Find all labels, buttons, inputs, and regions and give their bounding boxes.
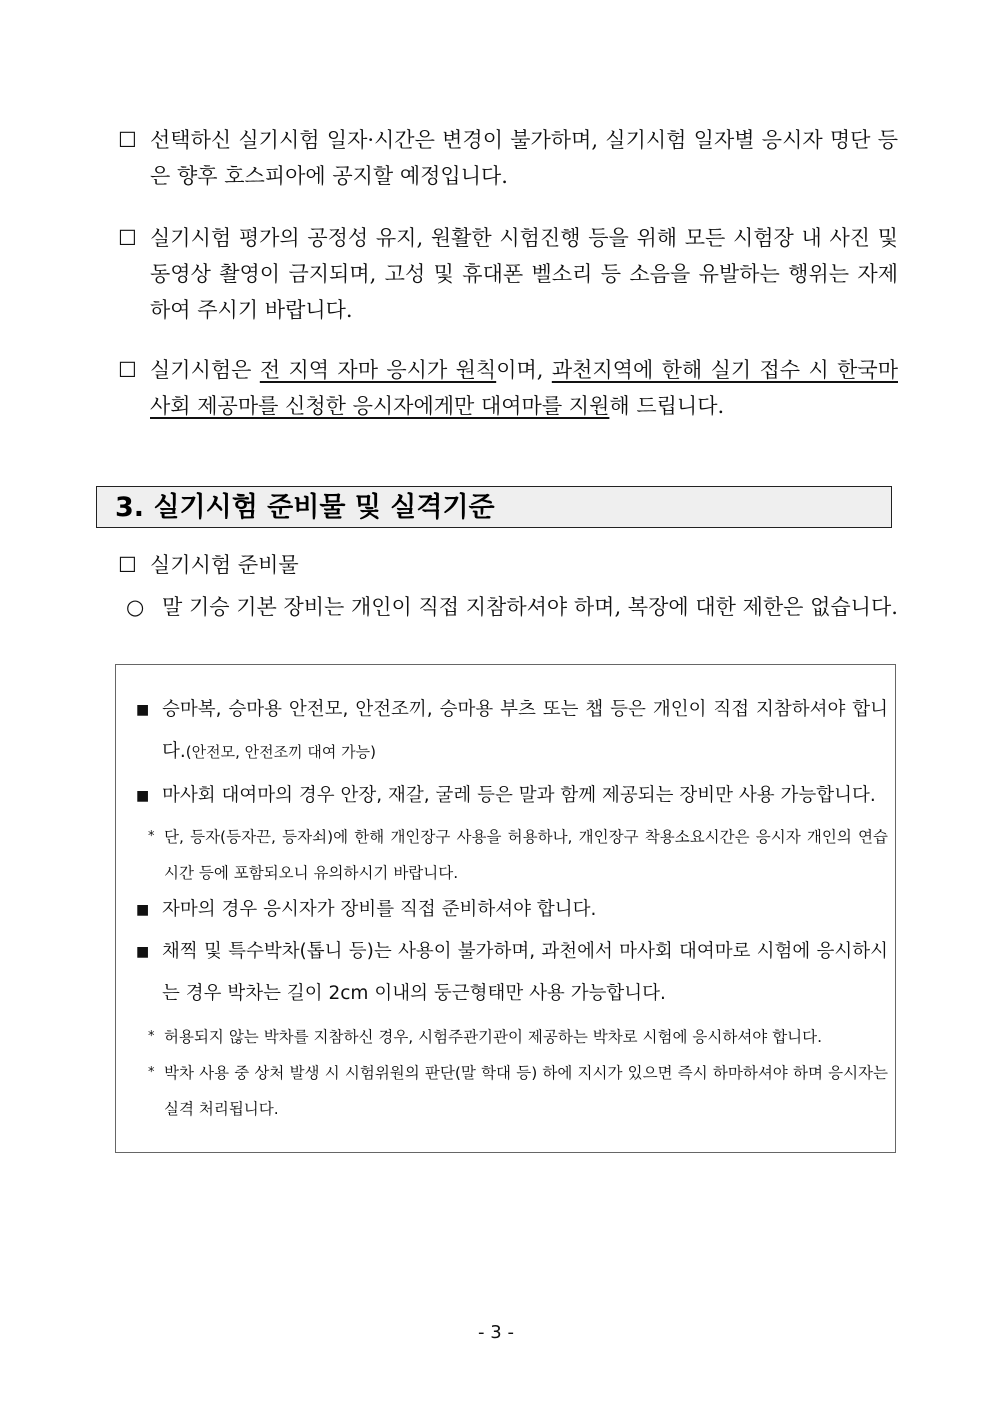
text-segment: 이며, <box>496 358 552 382</box>
text-segment: 승마복, 승마용 안전모, 안전조끼, 승마용 부츠 또는 챕 등은 개인이 직접 지참하셔야 합니다. <box>162 699 888 762</box>
asterisk-icon: * <box>148 1065 155 1080</box>
note-text: 박차 사용 중 상처 발생 시 시험위원의 판단(말 학대 등) 하에 지시가 있으면 즉시 하마하셔야 하며 응시자는 실격 처리됩니다. <box>164 1064 888 1118</box>
underlined-text: 전 지역 자마 응시가 원칙 <box>259 358 497 382</box>
square-bullet-icon: ■ <box>136 944 150 960</box>
paragraph-schedule-notice <box>118 122 898 194</box>
list-item <box>136 889 888 931</box>
paragraph-text: 말 기승 기본 장비는 개인이 직접 지참하셔야 하며, 복장에 대한 제한은 없습니다. <box>162 595 898 619</box>
text-segment: 실기시험은 <box>150 358 260 382</box>
text-segment: 해 드립니다. <box>609 394 725 418</box>
equipment-rules-box <box>115 664 896 1153</box>
checkbox-bullet-icon: ☐ <box>118 553 137 577</box>
paragraph-text: 실기시험 평가의 공정성 유지, 원활한 시험진행 등을 위해 모든 시험장 내 사진 및 동영상 촬영이 금지되며, 고성 및 휴대폰 벨소리 등 소음을 유발하는 행위는 자제하여 주시기 바랍니다. <box>150 226 898 322</box>
note-text: 허용되지 않는 박차를 지참하신 경우, 시험주관기관이 제공하는 박차로 시험에 응시하셔야 합니다. <box>164 1028 823 1046</box>
list-item <box>136 931 888 1015</box>
paragraph-fairness-notice <box>118 220 898 328</box>
paragraph-horse-policy <box>118 352 898 424</box>
square-bullet-icon: ■ <box>136 702 150 718</box>
checkbox-bullet-icon: ☐ <box>118 226 137 250</box>
checkbox-bullet-icon: ☐ <box>118 358 137 382</box>
note-item <box>148 1019 888 1055</box>
asterisk-icon: * <box>148 1029 155 1044</box>
note-item <box>148 819 888 891</box>
subheading-preparation <box>118 548 299 582</box>
paragraph-basic-equipment <box>126 590 898 624</box>
paragraph-text <box>150 352 898 424</box>
paragraph-text: 선택하신 실기시험 일자·시간은 변경이 불가하며, 실기시험 일자별 응시자 명단 등은 향후 호스피아에 공지할 예정입니다. <box>150 128 898 188</box>
list-item-text: 채찍 및 특수박차(톱니 등)는 사용이 불가하며, 과천에서 마사회 대여마로 시험에 응시하시는 경우 박차는 길이 2cm 이내의 둥근형태만 사용 가능합니다. <box>162 941 888 1004</box>
list-item <box>136 775 888 817</box>
small-note: (안전모, 안전조끼 대여 가능) <box>185 743 376 761</box>
page-number: - 3 - <box>478 1322 514 1343</box>
square-bullet-icon: ■ <box>136 902 150 918</box>
underlined-text: 과천지역에 한해 실기 접수 시 한국마사회 제공마를 신청한 응시자에게만 대여마를 지원 <box>150 358 898 418</box>
note-text: 단, 등자(등자끈, 등자쇠)에 한해 개인장구 사용을 허용하나, 개인장구 착용소요시간은 응시자 개인의 연습시간 등에 포함되오니 유의하시기 바랍니다. <box>164 828 888 882</box>
list-item-text: 마사회 대여마의 경우 안장, 재갈, 굴레 등은 말과 함께 제공되는 장비만 사용 가능합니다. <box>162 785 876 806</box>
circle-bullet-icon: ○ <box>126 595 145 619</box>
subheading-text: 실기시험 준비물 <box>150 553 299 577</box>
checkbox-bullet-icon: ☐ <box>118 128 137 152</box>
asterisk-icon: * <box>148 829 155 844</box>
list-item <box>136 689 888 773</box>
section-title: 3. 실기시험 준비물 및 실격기준 <box>96 486 892 528</box>
list-item-text <box>162 689 888 773</box>
note-item <box>148 1055 888 1127</box>
square-bullet-icon: ■ <box>136 788 150 804</box>
list-item-text: 자마의 경우 응시자가 장비를 직접 준비하셔야 합니다. <box>162 899 597 920</box>
